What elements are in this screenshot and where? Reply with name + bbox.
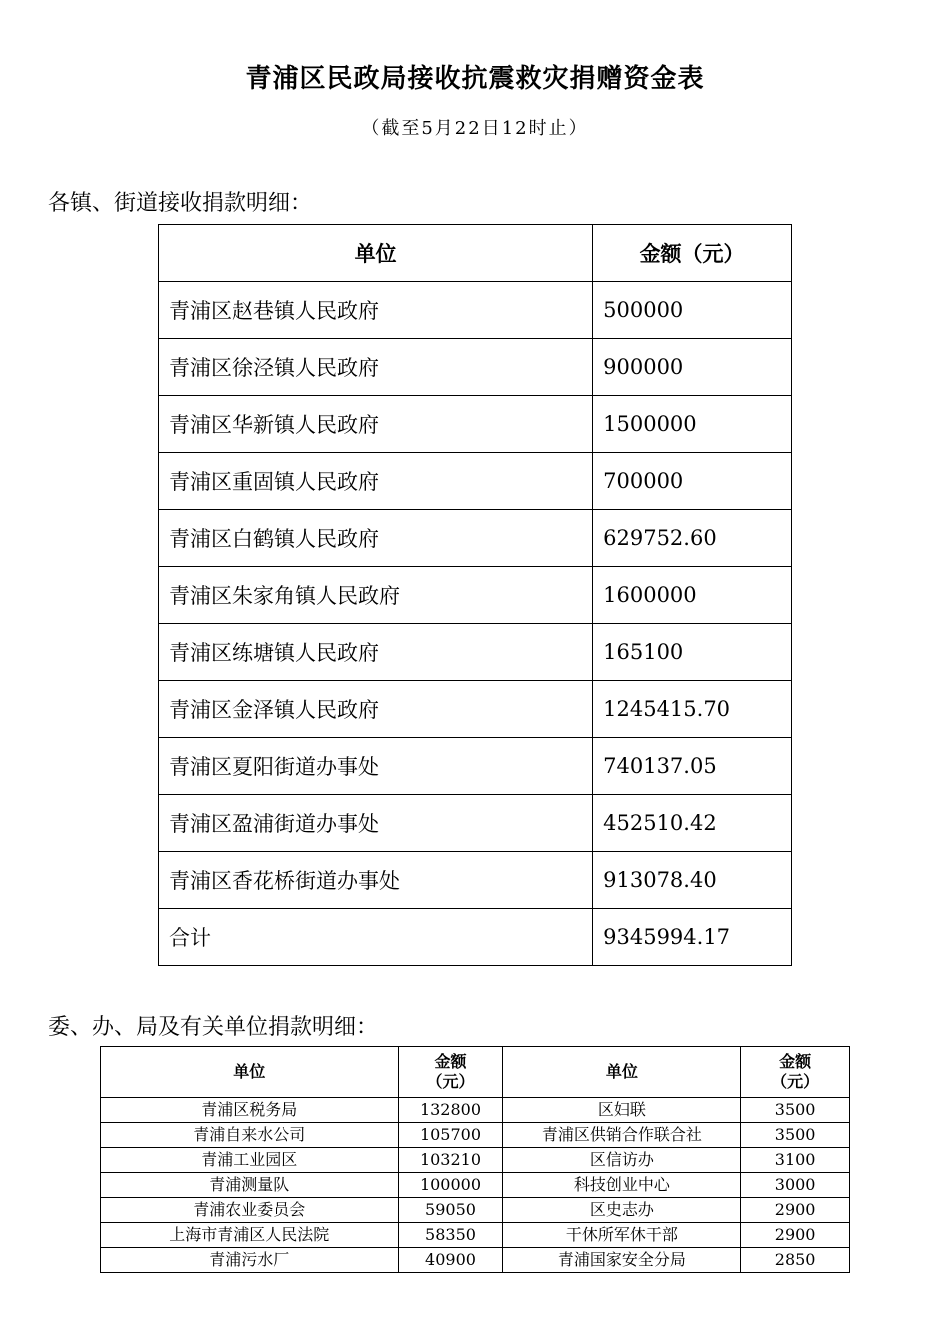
amount-cell: 1245415.70 bbox=[593, 681, 792, 738]
unit-cell: 青浦区香花桥街道办事处 bbox=[159, 852, 593, 909]
amount-cell: 100000 bbox=[398, 1173, 503, 1198]
table-row bbox=[101, 1248, 850, 1273]
amount-cell: 1600000 bbox=[593, 567, 792, 624]
unit-cell: 青浦区金泽镇人民政府 bbox=[159, 681, 593, 738]
page-subtitle: （截至5月22日12时止） bbox=[361, 118, 589, 139]
amount-cell: 2900 bbox=[741, 1198, 850, 1223]
page-title: 青浦区民政局接收抗震救灾捐赠资金表 bbox=[245, 64, 705, 94]
unit-cell: 青浦自来水公司 bbox=[101, 1123, 399, 1148]
column-header-unit-2: 单位 bbox=[503, 1047, 741, 1098]
amount-cell: 2850 bbox=[741, 1248, 850, 1273]
amount-cell: 132800 bbox=[398, 1098, 503, 1123]
unit-cell: 区史志办 bbox=[503, 1198, 741, 1223]
total-row bbox=[159, 909, 792, 966]
total-label-cell: 合计 bbox=[159, 909, 593, 966]
amount-cell: 3500 bbox=[741, 1123, 850, 1148]
amount-cell: 3100 bbox=[741, 1148, 850, 1173]
amount-cell: 740137.05 bbox=[593, 738, 792, 795]
amount-cell: 105700 bbox=[398, 1123, 503, 1148]
column-header-unit: 单位 bbox=[101, 1047, 399, 1098]
unit-cell: 青浦区税务局 bbox=[101, 1098, 399, 1123]
unit-cell: 青浦区夏阳街道办事处 bbox=[159, 738, 593, 795]
amount-cell: 1500000 bbox=[593, 396, 792, 453]
amount-cell: 2900 bbox=[741, 1223, 850, 1248]
unit-cell: 青浦区朱家角镇人民政府 bbox=[159, 567, 593, 624]
unit-cell: 干休所军休干部 bbox=[503, 1223, 741, 1248]
table-header-row bbox=[159, 225, 792, 282]
unit-cell: 青浦区徐泾镇人民政府 bbox=[159, 339, 593, 396]
table-row bbox=[159, 282, 792, 339]
table-row bbox=[101, 1173, 850, 1198]
total-amount-cell: 9345994.17 bbox=[593, 909, 792, 966]
amount-header-line1: 金额 bbox=[434, 1052, 467, 1071]
amount-cell: 59050 bbox=[398, 1198, 503, 1223]
amount-cell: 103210 bbox=[398, 1148, 503, 1173]
unit-cell: 青浦区赵巷镇人民政府 bbox=[159, 282, 593, 339]
table-row bbox=[159, 510, 792, 567]
amount-cell: 165100 bbox=[593, 624, 792, 681]
table-row bbox=[101, 1148, 850, 1173]
unit-cell: 青浦区白鹤镇人民政府 bbox=[159, 510, 593, 567]
column-header-amount: 金额（元） bbox=[593, 225, 792, 282]
unit-cell: 青浦区盈浦街道办事处 bbox=[159, 795, 593, 852]
section-heading-agencies: 委、办、局及有关单位捐款明细： bbox=[48, 1015, 379, 1040]
amount-cell: 700000 bbox=[593, 453, 792, 510]
table-row bbox=[159, 852, 792, 909]
unit-cell: 青浦国家安全分局 bbox=[503, 1248, 741, 1273]
column-header-amount-2 bbox=[741, 1047, 850, 1098]
unit-cell: 青浦区重固镇人民政府 bbox=[159, 453, 593, 510]
amount-cell: 3500 bbox=[741, 1098, 850, 1123]
amount-cell: 40900 bbox=[398, 1248, 503, 1273]
amount-cell: 500000 bbox=[593, 282, 792, 339]
table-row bbox=[159, 453, 792, 510]
amount-cell: 452510.42 bbox=[593, 795, 792, 852]
unit-cell: 区妇联 bbox=[503, 1098, 741, 1123]
column-header-unit: 单位 bbox=[159, 225, 593, 282]
amount-cell: 58350 bbox=[398, 1223, 503, 1248]
column-header-amount bbox=[398, 1047, 503, 1098]
table-row bbox=[159, 738, 792, 795]
unit-cell: 青浦区练塘镇人民政府 bbox=[159, 624, 593, 681]
unit-cell: 区信访办 bbox=[503, 1148, 741, 1173]
unit-cell: 青浦区供销合作联合社 bbox=[503, 1123, 741, 1148]
amount-header-line2: （元） bbox=[426, 1072, 475, 1091]
table-row bbox=[101, 1098, 850, 1123]
unit-cell: 青浦污水厂 bbox=[101, 1248, 399, 1273]
agencies-donation-table bbox=[100, 1046, 850, 1273]
table-row bbox=[159, 339, 792, 396]
amount-cell: 913078.40 bbox=[593, 852, 792, 909]
table-row bbox=[101, 1123, 850, 1148]
unit-cell: 青浦区华新镇人民政府 bbox=[159, 396, 593, 453]
unit-cell: 青浦工业园区 bbox=[101, 1148, 399, 1173]
table-row bbox=[159, 795, 792, 852]
amount-cell: 900000 bbox=[593, 339, 792, 396]
unit-cell: 科技创业中心 bbox=[503, 1173, 741, 1198]
table-row bbox=[159, 567, 792, 624]
amount-cell: 629752.60 bbox=[593, 510, 792, 567]
table-row bbox=[159, 681, 792, 738]
towns-donation-table bbox=[158, 224, 792, 966]
unit-cell: 青浦农业委员会 bbox=[101, 1198, 399, 1223]
table-row bbox=[159, 396, 792, 453]
amount-header-line1: 金额 bbox=[779, 1052, 812, 1071]
table-row bbox=[101, 1198, 850, 1223]
amount-cell: 3000 bbox=[741, 1173, 850, 1198]
unit-cell: 上海市青浦区人民法院 bbox=[101, 1223, 399, 1248]
section-heading-towns: 各镇、街道接收捐款明细： bbox=[48, 191, 313, 216]
amount-header-line2: （元） bbox=[771, 1072, 820, 1091]
table-row bbox=[101, 1223, 850, 1248]
table-row bbox=[159, 624, 792, 681]
table-header-row bbox=[101, 1047, 850, 1098]
unit-cell: 青浦测量队 bbox=[101, 1173, 399, 1198]
